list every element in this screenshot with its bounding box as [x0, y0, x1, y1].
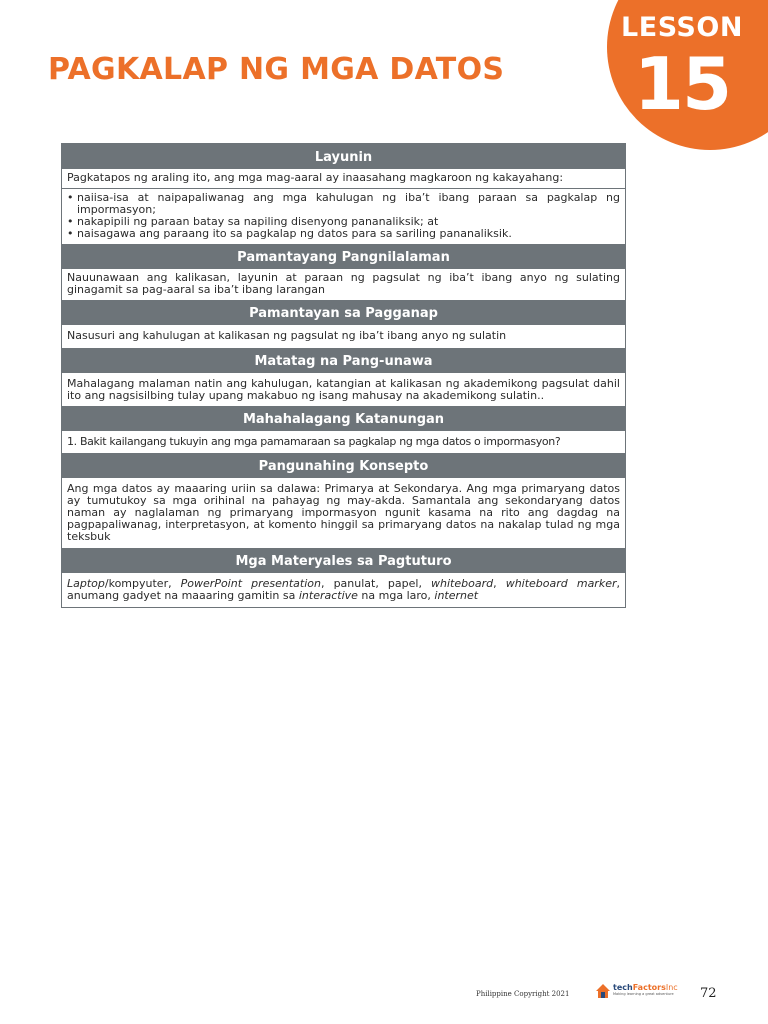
section-header-layunin: Layunin — [62, 144, 625, 169]
section-header-katanungan: Mahahalagang Katanungan — [62, 406, 625, 431]
logo-tagline: Making learning a great adventure — [613, 992, 674, 996]
materyales-part: na mga laro, — [357, 589, 435, 602]
logo-name-main: tech — [613, 983, 633, 992]
section-header-pagganap: Pamantayan sa Pagganap — [62, 300, 625, 325]
lesson-label: LESSON — [621, 12, 743, 43]
pagganap-text: Nasusuri ang kahulugan at kalikasan ng pagsulat ng iba’t ibang anyo ng sulatin — [67, 329, 507, 342]
materyales-part: internet — [434, 589, 479, 602]
section-header-materyales: Mga Materyales sa Pagtuturo — [62, 548, 625, 573]
pangnilalaman-text: Nauunawaan ang kalikasan, layunin at paraan ng pagsulat ng iba’t ibang anyo ng sulating ginagamit sa pag-aaral sa iba’t ibang larangan — [67, 271, 620, 296]
list-item: • naisagawa ang paraang ito sa pagkalap ng datos para sa sariling pananaliksik. — [67, 228, 620, 240]
katanungan-text: 1. Bakit kailangang tukuyin ang mga pamamaraan sa pagkalap ng mga datos o impormasyon? — [67, 435, 561, 448]
section-header-konsepto: Pangunahing Konsepto — [62, 453, 625, 478]
page-number: 72 — [700, 986, 717, 1001]
list-item: • nakapipili ng paraan batay sa napiling disenyong pananaliksik; at — [67, 216, 620, 228]
lesson-number: 15 — [633, 42, 731, 126]
konsepto-text: Ang mga datos ay maaaring uriin sa dalawa: Primarya at Sekondarya. Ang mga primaryang datos ay tumutukoy sa mga orihinal na pahayag ng may-akda. Samantala ang sekondaryang datos naman ay naglalaman ng primaryang impormasyon ngunit kasama na rito ang dagdag na pagpapaliwanag, interpretasyon, at komento hinggil sa primaryang datos na nakalap tulad ng mga teksbuk — [67, 482, 620, 543]
materyales-part: PowerPoint presentation — [180, 577, 321, 590]
materyales-part: /kompyuter, — [104, 577, 181, 590]
materyales-part: whiteboard marker — [505, 577, 617, 590]
materyales-text — [62, 573, 625, 607]
logo-name-suffix: Inc — [665, 983, 678, 992]
objectives-list — [67, 192, 620, 240]
logo-wordmark — [613, 983, 678, 992]
logo-name-accent: Factors — [632, 983, 666, 992]
house-icon — [595, 983, 611, 999]
section-header-pangunawa: Matatag na Pang-unawa — [62, 348, 625, 373]
page-title: PAGKALAP NG MGA DATOS — [48, 52, 505, 87]
publisher-logo — [595, 982, 678, 1000]
materyales-part: , — [493, 577, 506, 590]
list-item: • naiisa-isa at naipapaliwanag ang mga kahulugan ng iba’t ibang paraan sa pagkalap ng impormasyon; — [67, 192, 620, 216]
materyales-part: , panulat, papel, — [320, 577, 432, 590]
materyales-part: Laptop — [67, 577, 105, 590]
materyales-part: whiteboard — [431, 577, 494, 590]
layunin-objectives — [62, 188, 625, 244]
layunin-intro: Pagkatapos ng araling ito, ang mga mag-aaral ay inaasahang magkaroon ng kakayahang: — [67, 171, 564, 184]
materyales-part: , anumang gadyet na maaaring gamitin sa — [67, 577, 620, 602]
copyright-notice: Philippine Copyright 2021 — [476, 990, 570, 998]
lesson-overview-table — [61, 143, 626, 608]
materyales-part: interactive — [298, 589, 358, 602]
pangunawa-text: Mahalagang malaman natin ang kahulugan, katangian at kalikasan ng akademikong pagsulat dahil ito ang nagsisilbing tulay upang makabuo ng isang mahusay na akademikong sulatin.. — [67, 377, 620, 402]
section-header-pangnilalaman: Pamantayang Pangnilalaman — [62, 244, 625, 269]
